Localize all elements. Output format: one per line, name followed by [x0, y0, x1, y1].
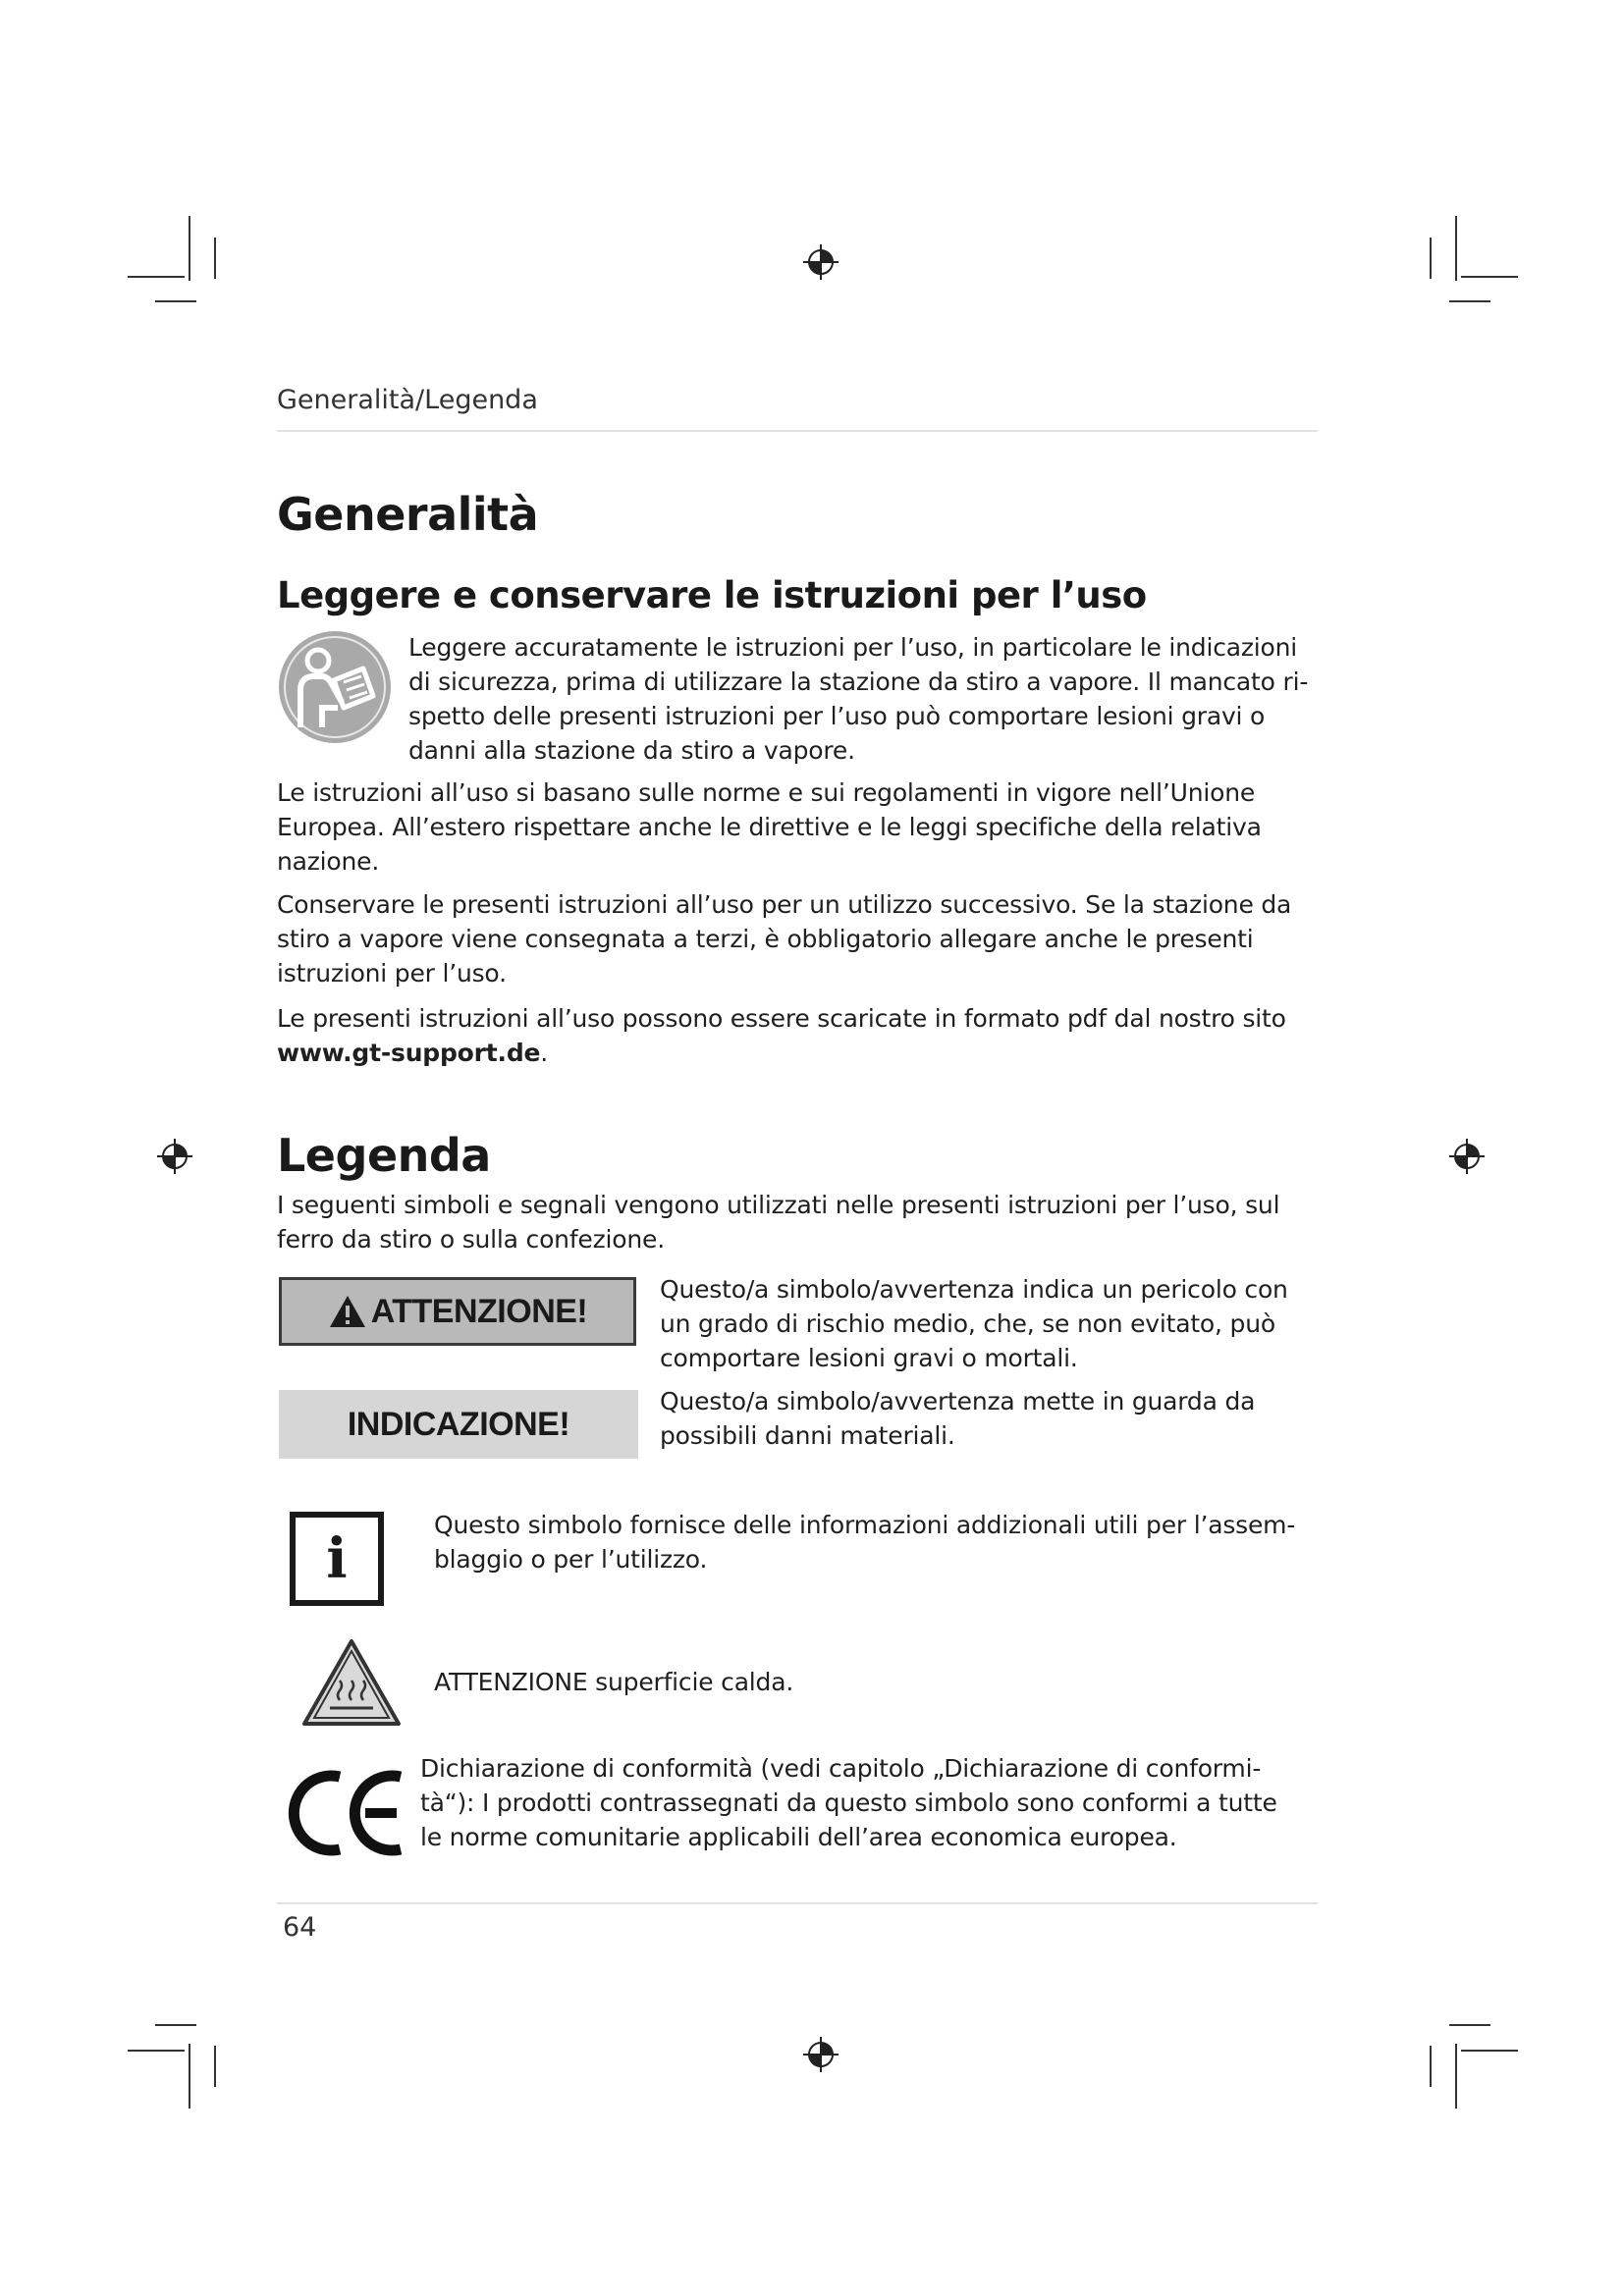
text-line: Le istruzioni all’uso si basano sulle norme e sui regolamenti in vigore nell’Unione — [277, 778, 1256, 807]
running-header: Generalità/Legenda — [277, 385, 538, 415]
registration-mark-icon — [1447, 1137, 1487, 1176]
info-icon-letter: i — [326, 1526, 348, 1591]
text-line: Le presenti istruzioni all’uso possono essere scaricate in formato pdf dal nostro sito — [277, 1004, 1286, 1033]
text-line: Europea. All’estero rispettare anche le direttive e le leggi specifiche della relativa — [277, 813, 1262, 841]
ce-mark-icon — [287, 1767, 408, 1859]
warning-triangle-icon — [328, 1294, 367, 1329]
footer-rule — [277, 1902, 1318, 1904]
text-line: Questo/a simbolo/avvertenza mette in guarda da — [660, 1387, 1256, 1415]
hot-surface-icon — [300, 1637, 403, 1728]
note-signal-box — [279, 1390, 638, 1459]
text-line: di sicurezza, prima di utilizzare la stazione da stiro a vapore. Il mancato ri- — [408, 667, 1309, 696]
ce-description — [420, 1751, 1333, 1854]
page-number: 64 — [283, 1912, 317, 1943]
text-line: I seguenti simboli e segnali vengono utilizzati nelle presenti istruzioni per l’uso, sul — [277, 1191, 1280, 1219]
intro-paragraph — [408, 630, 1322, 768]
text-line: comportare lesioni gravi o mortali. — [660, 1344, 1078, 1372]
text-line: possibili danni materiali. — [660, 1421, 955, 1450]
text-line: nazione. — [277, 847, 380, 876]
text-line: le norme comunitarie applicabili dell’area economica europea. — [420, 1823, 1177, 1851]
subsection-title-read-instructions: Leggere e conservare le istruzioni per l’uso — [277, 574, 1147, 616]
legend-intro-paragraph — [277, 1188, 1327, 1256]
info-description — [434, 1508, 1327, 1576]
text-line: Conservare le presenti istruzioni all’uso per un utilizzo successivo. Se la stazione da — [277, 890, 1292, 919]
header-rule — [277, 430, 1318, 432]
text-line: blaggio o per l’utilizzo. — [434, 1545, 708, 1574]
warning-description — [660, 1272, 1327, 1375]
text-line: un grado di rischio medio, che, se non evitato, può — [660, 1309, 1275, 1338]
eu-regulations-paragraph — [277, 775, 1327, 879]
text-line: Leggere accuratamente le istruzioni per l’uso, in particolare le indicazioni — [408, 633, 1298, 662]
text-line: Questo simbolo fornisce delle informazioni addizionali utili per l’assem- — [434, 1511, 1296, 1539]
section-title-general: Generalità — [277, 488, 539, 541]
info-icon — [290, 1512, 384, 1606]
text-line: stiro a vapore viene consegnata a terzi, è obbligatorio allegare anche le presenti — [277, 925, 1254, 953]
section-title-legend: Legenda — [277, 1129, 491, 1182]
hot-surface-description — [434, 1665, 1327, 1699]
text-line: ATTENZIONE superficie calda. — [434, 1668, 794, 1696]
warning-label: ATTENZIONE! — [370, 1292, 588, 1330]
download-paragraph — [277, 1001, 1327, 1070]
text-line: Questo/a simbolo/avvertenza indica un pericolo con — [660, 1275, 1288, 1304]
text-line: istruzioni per l’uso. — [277, 959, 507, 988]
registration-mark-icon — [155, 1137, 194, 1176]
note-description — [660, 1384, 1327, 1453]
text-line: Dichiarazione di conformità (vedi capitolo „Dichiarazione di conformi- — [420, 1754, 1262, 1783]
text-line: tà“): I prodotti contrassegnati da questo simbolo sono conformi a tutte — [420, 1789, 1277, 1817]
registration-mark-icon — [801, 242, 840, 282]
keep-instructions-paragraph — [277, 887, 1327, 990]
warning-signal-box — [279, 1277, 636, 1346]
text-line: ferro da stiro o sulla confezione. — [277, 1225, 665, 1254]
registration-mark-icon — [801, 2035, 840, 2074]
note-label: INDICAZIONE! — [347, 1405, 570, 1443]
punctuation: . — [540, 1039, 549, 1067]
website-link[interactable]: www.gt-support.de — [277, 1039, 541, 1067]
read-manual-icon — [277, 629, 393, 745]
text-line: spetto delle presenti istruzioni per l’uso può comportare lesioni gravi o — [408, 702, 1266, 730]
text-line: danni alla stazione da stiro a vapore. — [408, 736, 855, 765]
